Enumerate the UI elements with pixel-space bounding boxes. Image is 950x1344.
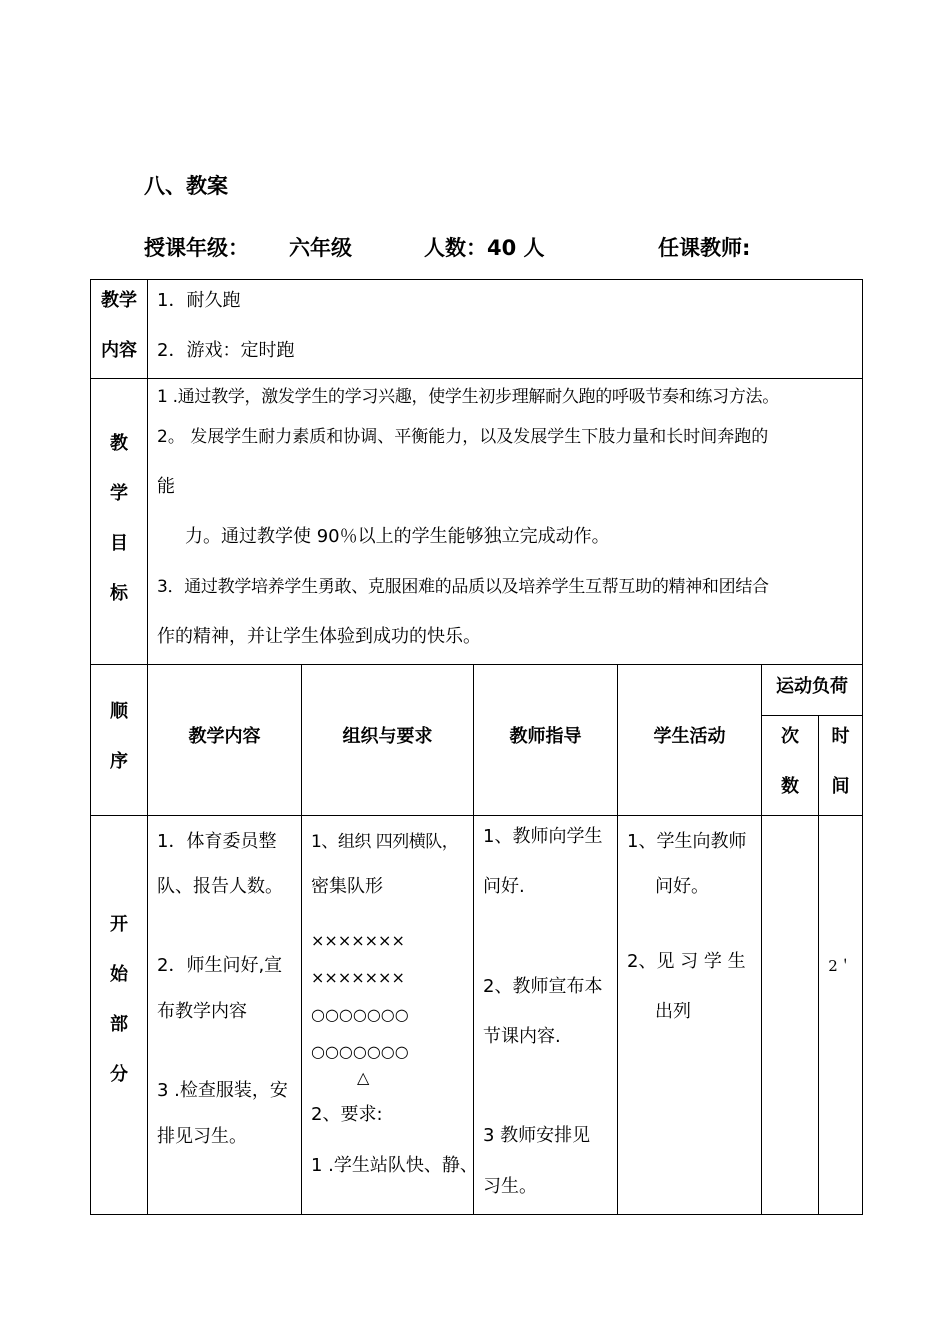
teacher-position-triangle: △ <box>357 1068 370 1087</box>
goal-line: 1 .通过教学，激发学生的学习兴趣，使学生初步理解耐久跑的呼吸节奏和练习方法。 <box>157 387 779 407</box>
student-activity-text: 出列 <box>655 1001 691 1022</box>
content-item: 2．游戏：定时跑 <box>157 340 295 361</box>
content-item: 1．耐久跑 <box>157 290 241 311</box>
student-activity-text: 问好。 <box>655 876 709 897</box>
teacher-guidance-text: 习生。 <box>483 1176 537 1197</box>
student-activity-text: 1、学生向教师 <box>627 831 747 852</box>
table-border-bottom <box>90 1214 863 1215</box>
content-text: 1．体育委员整 <box>157 831 277 852</box>
column-header-times: 数 <box>781 776 799 797</box>
table-border-right <box>862 279 863 1215</box>
order-header: 顺 <box>110 701 128 722</box>
column-header-load: 运动负荷 <box>776 676 848 697</box>
row-divider <box>90 378 863 379</box>
goal-label-char: 教 <box>110 433 128 454</box>
organization-text: 1、组织 四列横队， <box>311 832 459 852</box>
student-activity-text: 2、见 习 学 生 <box>627 951 746 972</box>
content-label: 内容 <box>101 340 137 361</box>
student-count: 人数：40 人 <box>424 236 545 260</box>
row-divider <box>90 664 863 665</box>
content-text: 布教学内容 <box>157 1001 247 1022</box>
organization-text: 1 .学生站队快、静、 <box>311 1155 478 1176</box>
formation-row: ××××××× <box>311 931 405 950</box>
order-header: 序 <box>110 751 128 772</box>
content-text: 2．师生问好,宣 <box>157 955 283 976</box>
goal-label-char: 学 <box>110 483 128 504</box>
goal-line: 作的精神，并让学生体验到成功的快乐。 <box>157 626 481 647</box>
section-label-char: 始 <box>110 964 128 985</box>
load-divider <box>761 715 863 716</box>
column-header-student: 学生活动 <box>653 726 726 747</box>
teacher-guidance-text: 3 教师安排见 <box>483 1125 591 1146</box>
formation-row: ○○○○○○○ <box>311 1042 409 1061</box>
content-text: 3 .检查服装，安 <box>157 1080 288 1101</box>
formation-row: ××××××× <box>311 968 405 987</box>
row-divider <box>90 815 863 816</box>
goal-line: 能 <box>157 476 175 497</box>
goal-line: 3．通过教学培养学生勇敢、克服困难的品质以及培养学生互帮互助的精神和团结合 <box>157 577 769 597</box>
teacher-guidance-text: 1、教师向学生 <box>483 826 603 847</box>
column-header-content: 教学内容 <box>188 726 261 747</box>
duration-value: 2＇ <box>828 957 853 975</box>
grade-label: 授课年级： <box>144 236 249 260</box>
column-header-teacher: 教师指导 <box>509 726 582 747</box>
section-label-char: 分 <box>110 1064 128 1085</box>
goal-label-char: 目 <box>110 533 128 554</box>
teacher-guidance-text: 节课内容. <box>483 1026 561 1047</box>
page-title: 八、教案 <box>144 174 228 198</box>
content-label: 教学 <box>101 290 137 311</box>
table-border-top <box>90 279 863 280</box>
teacher-label: 任课教师: <box>658 236 751 260</box>
goal-line: 2。 发展学生耐力素质和协调、平衡能力，以及发展学生下肢力量和长时间奔跑的 <box>157 427 769 447</box>
teacher-guidance-text: 问好. <box>483 876 525 897</box>
content-text: 排见习生。 <box>157 1126 247 1147</box>
column-header-duration: 时 <box>831 726 850 747</box>
section-label-char: 开 <box>110 914 128 935</box>
goal-label-char: 标 <box>110 583 128 604</box>
column-header-duration: 间 <box>831 776 850 797</box>
column-header-times: 次 <box>781 726 799 747</box>
section-label-char: 部 <box>110 1014 128 1035</box>
formation-row: ○○○○○○○ <box>311 1005 409 1024</box>
grade-value: 六年级 <box>289 236 352 260</box>
goal-line: 力。通过教学使 90％以上的学生能够独立完成动作。 <box>185 526 610 547</box>
organization-text: 2、要求: <box>311 1104 383 1125</box>
content-text: 队、报告人数。 <box>157 876 283 897</box>
column-header-organization: 组织与要求 <box>342 726 433 747</box>
organization-text: 密集队形 <box>311 876 383 897</box>
teacher-guidance-text: 2、教师宣布本 <box>483 976 603 997</box>
